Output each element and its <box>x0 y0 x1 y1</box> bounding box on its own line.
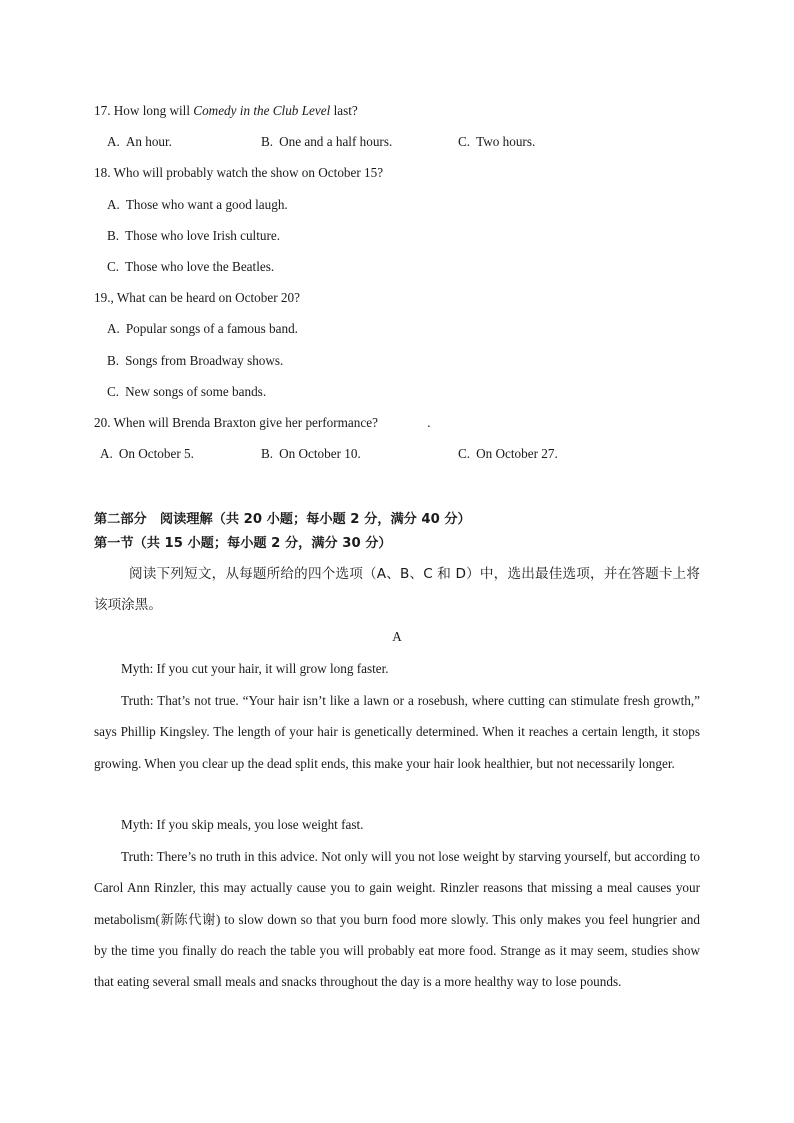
question-number: 20. <box>94 415 111 430</box>
option-letter: C. <box>458 446 471 461</box>
option-19a <box>107 321 298 337</box>
question-stem: Who will probably watch the show on October 15? <box>113 165 384 180</box>
question-18 <box>94 165 383 181</box>
option-text: Those who love the Beatles. <box>125 259 275 274</box>
instructions: 阅读下列短文，从每题所给的四个选项（A、B、C 和 D）中，选出最佳选项，并在答题卡上将该项涂黑。 <box>94 566 700 613</box>
option-18a <box>107 197 288 213</box>
option-18c <box>107 259 274 275</box>
option-text: On October 27. <box>476 446 558 461</box>
passage-title: A <box>392 629 402 644</box>
option-17c <box>458 134 535 150</box>
question-stem: What can be heard on October 20? <box>116 290 300 305</box>
option-letter: B. <box>107 353 120 368</box>
question-19 <box>94 290 300 306</box>
option-letter: C. <box>458 134 471 149</box>
option-letter: B. <box>261 134 274 149</box>
option-text: Two hours. <box>476 134 536 149</box>
option-17a <box>107 134 172 150</box>
question-20 <box>94 415 431 431</box>
option-text: Popular songs of a famous band. <box>125 321 298 336</box>
option-text: On October 10. <box>279 446 361 461</box>
option-letter: A. <box>107 321 120 336</box>
option-text: An hour. <box>125 134 172 149</box>
option-text: Those who want a good laugh. <box>125 197 288 212</box>
option-20a <box>100 446 194 462</box>
myth-one: Myth: If you cut your hair, it will grow long faster. <box>121 661 389 676</box>
option-18b <box>107 228 280 244</box>
option-text: Songs from Broadway shows. <box>125 353 284 368</box>
option-17b <box>261 134 392 150</box>
option-text: One and a half hours. <box>279 134 393 149</box>
option-20b <box>261 446 361 462</box>
show-title: Comedy in the Club Level <box>193 103 331 118</box>
section-one-heading: 第一节（共 15 小题；每小题 2 分，满分 30 分） <box>94 536 392 551</box>
option-text: Those who love Irish culture. <box>125 228 281 243</box>
option-letter: A. <box>107 197 120 212</box>
question-number: 17. <box>94 103 111 118</box>
option-letter: C. <box>107 384 120 399</box>
option-letter: A. <box>100 446 113 461</box>
question-stem: When will Brenda Braxton give her performance? <box>113 415 378 430</box>
question-number: 19., <box>94 290 114 305</box>
option-19c <box>107 384 266 400</box>
option-text: New songs of some bands. <box>125 384 267 399</box>
question-stem-before: How long will <box>113 103 190 118</box>
option-text: On October 5. <box>118 446 194 461</box>
myth-two: Myth: If you skip meals, you lose weight fast. <box>121 817 364 832</box>
question-stem-after: last? <box>333 103 358 118</box>
option-letter: B. <box>107 228 120 243</box>
option-letter: A. <box>107 134 120 149</box>
trailing-mark: . <box>427 415 431 430</box>
truth-one: Truth: That’s not true. “Your hair isn’t like a lawn or a rosebush, where cutting can stimulate fresh growth,” says Phillip Kingsley. The length of your hair is genetically determined. When it reaches a certain length, it stops growing. When you clear up the dead split ends, this make your hair look healthier, but not necessarily longer. <box>94 693 700 771</box>
option-19b <box>107 353 283 369</box>
part-two-heading: 第二部分 阅读理解（共 20 小题；每小题 2 分，满分 40 分） <box>94 512 471 527</box>
question-17 <box>94 103 358 119</box>
question-number: 18. <box>94 165 111 180</box>
truth-two: Truth: There’s no truth in this advice. Not only will you not lose weight by starving yourself, but according to Carol Ann Rinzler, this may actually cause you to gain weight. Rinzler reasons that missing a meal causes your metabolism(新陈代谢) to slow down so that you burn food more slowly. This only makes you feel hungrier and by the time you finally do reach the table you will probably eat more food. Strange as it may seem, studies show that eating several small meals and snacks throughout the day is a more healthy way to lose pounds. <box>94 849 700 990</box>
option-letter: B. <box>261 446 274 461</box>
option-letter: C. <box>107 259 120 274</box>
option-20c <box>458 446 558 462</box>
